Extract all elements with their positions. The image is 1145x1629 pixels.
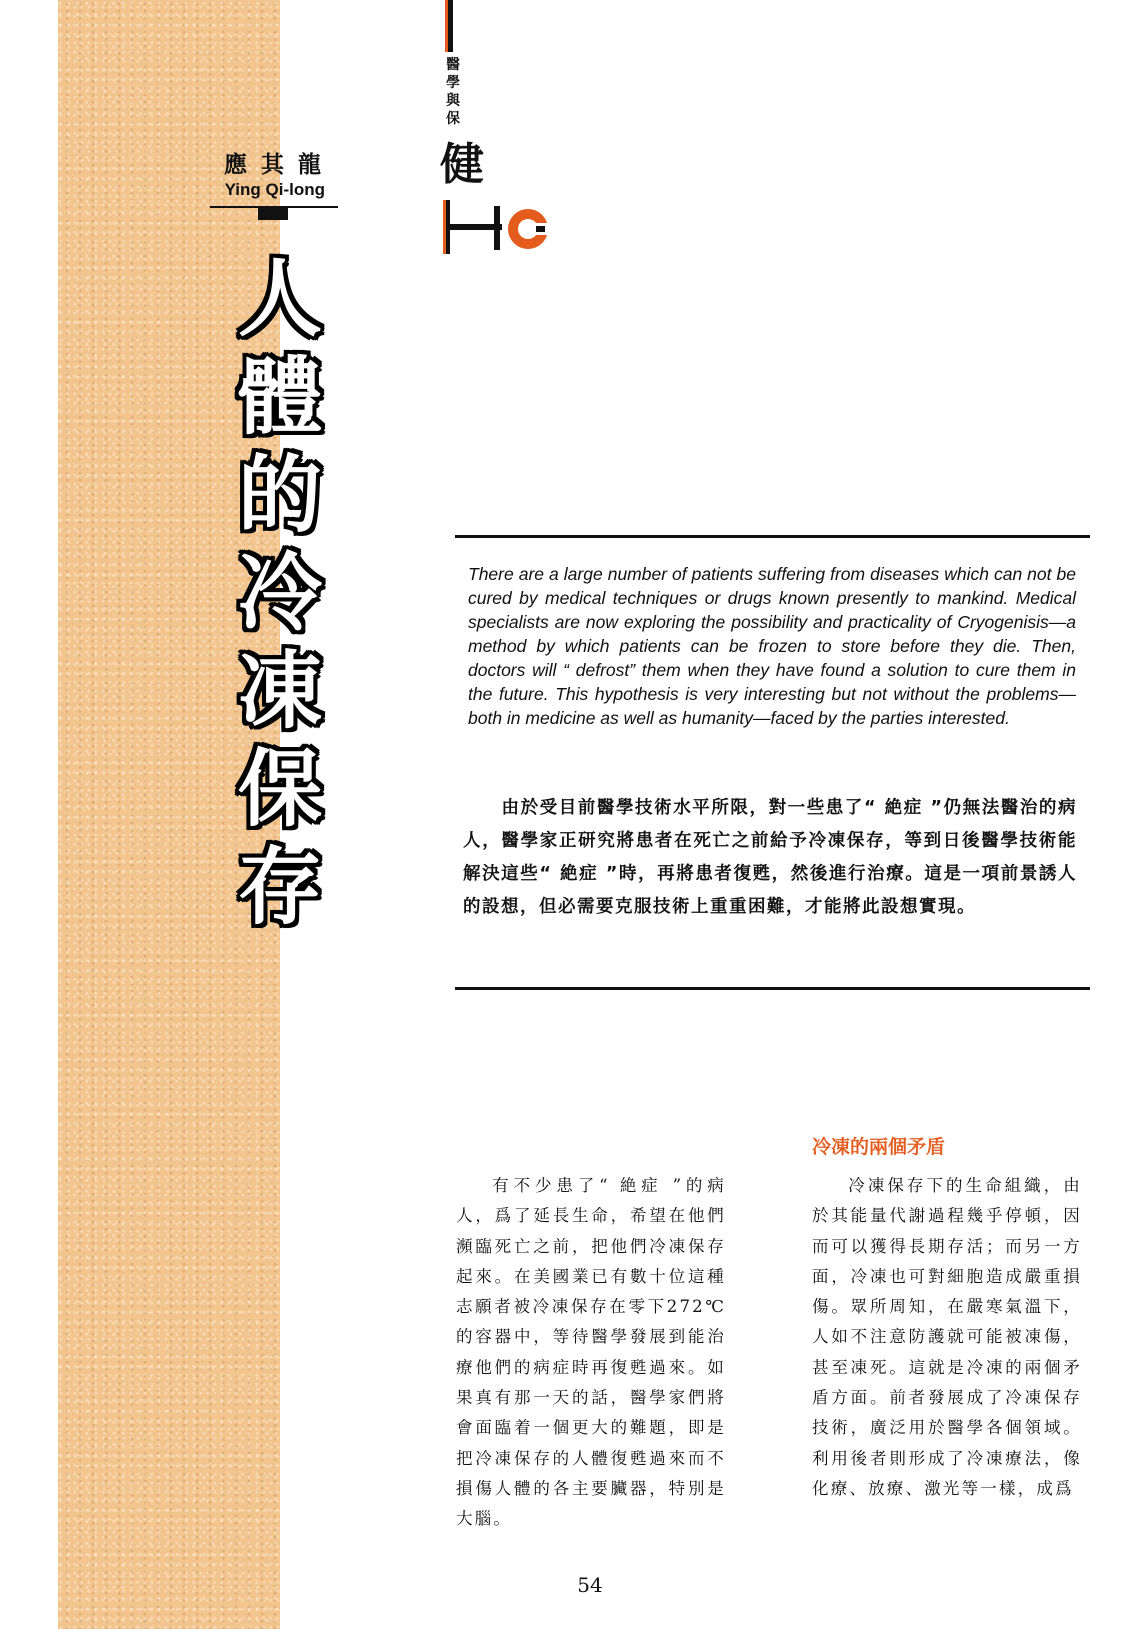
column-big-char: 健 (440, 139, 484, 190)
column-label-char: 學 (446, 75, 460, 91)
title-char: 冷 (237, 544, 322, 642)
body-column-right: 冷凍保存下的生命組織，由於其能量代謝過程幾乎停頓，因而可以獲得長期存活；而另一方面，冷凍也可對細胞造成嚴重損傷。眾所周知，在嚴寒氣溫下，人如不注意防護就可能被凍傷，甚至凍死。這就是冷凍的兩個矛盾方面。前者發展成了冷凍保存技術，廣泛用於醫學各個領域。利用後者則形成了冷凍療法，像化療、放療、激光等一樣，成爲 (812, 1176, 1082, 1498)
title-char: 人 (237, 250, 322, 348)
column-header-bar (446, 0, 453, 52)
abstract-bottom-rule (455, 987, 1090, 990)
author-name-chinese: 應其龍 (224, 152, 335, 178)
hc-logo-icon (440, 198, 570, 258)
author-marker-block (258, 208, 288, 220)
column-label (443, 56, 463, 128)
title-char: 存 (237, 838, 322, 936)
column-label-char: 醫 (446, 57, 460, 73)
article-title (232, 250, 328, 936)
author-name-english: Ying Qi-long (224, 180, 325, 199)
title-char: 保 (237, 740, 322, 838)
abstract-chinese: 由於受目前醫學技術水平所限，對一些患了“ 絶症 ”仍無法醫治的病人，醫學家正研究將患者在死亡之前給予冷凍保存，等到日後醫學技術能解決這些“ 絶症 ”時，再將患者復甦，然後進行治療。這是一項前景誘人的設想，但必需要克服技術上重重困難，才能將此設想實現。 (463, 798, 1077, 917)
section-subheading: 冷凍的兩個矛盾 (812, 1136, 946, 1158)
page-number: 54 (577, 1573, 603, 1597)
title-char: 體 (237, 348, 322, 446)
title-char: 的 (237, 446, 322, 544)
column-label-char: 與 (446, 93, 460, 109)
body-column-left: 有不少患了“ 絶症 ”的病人，爲了延長生命，希望在他們瀕臨死亡之前，把他們冷凍保存起來。在美國業已有數十位這種志願者被冷凍保存在零下272℃的容器中，等待醫學發展到能治療他們的病症時再復甦過來。如果真有那一天的話，醫學家們將會面臨着一個更大的難題，即是把冷凍保存的人體復甦過來而不損傷人體的各主要臟器，特別是大腦。 (456, 1176, 726, 1529)
abstract-english: There are a large number of patients suffering from diseases which can not be cured by medical techniques or drugs known presently to mankind. Medical specialists are now exploring the possibility and practicality of Cryogenisis—a method by which patients can be frozen to store before they die. Then, doctors will “ defrost” them when they have found a solution to cure them in the future. This hypothesis is very interesting but not without the problems—both in medicine as well as humanity—faced by the parties interested. (468, 564, 1076, 728)
title-char: 凍 (237, 642, 322, 740)
abstract-top-rule (455, 535, 1090, 538)
column-label-char: 保 (446, 111, 460, 127)
